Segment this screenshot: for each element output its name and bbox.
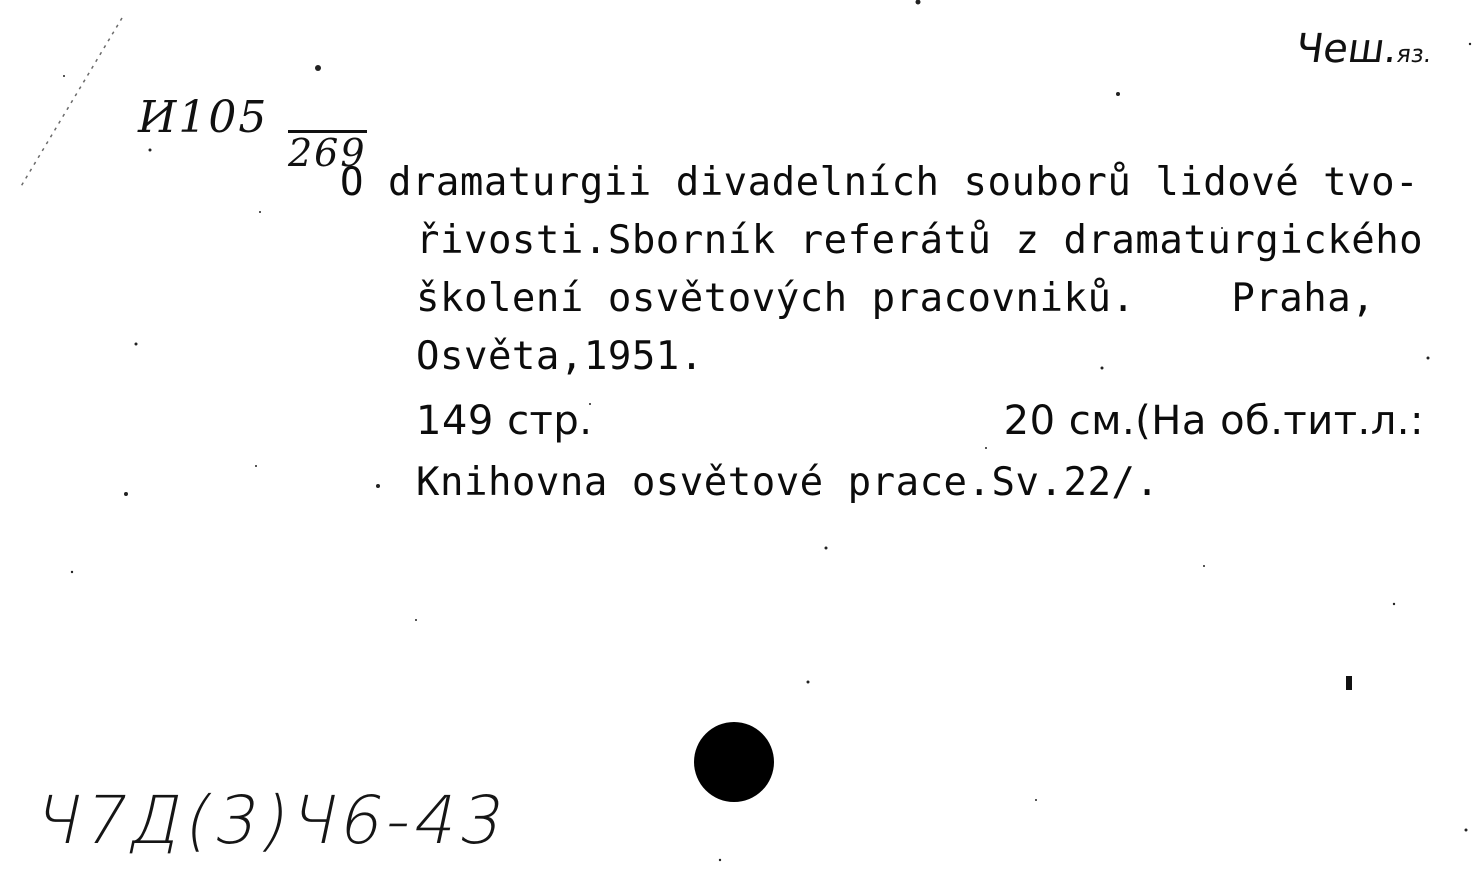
pencil-stroke	[20, 18, 122, 188]
entry-line-1-text: О dramaturgii divadelních souborů lidové tvo-	[340, 160, 1420, 205]
language-note-small: яз.	[1394, 40, 1434, 68]
collation-line	[416, 392, 1424, 450]
entry-line-2: řivosti.Sborník referátů z dramaturgického	[416, 218, 1424, 263]
shelfmark-sub: 269	[288, 131, 367, 175]
shelfmark-main: И105	[138, 92, 269, 143]
punch-hole	[694, 722, 774, 802]
language-note-main: Чеш.	[1292, 26, 1401, 72]
entry-line-4: Osvěta,1951.	[416, 334, 704, 379]
bibliographic-entry	[340, 154, 1450, 512]
classification-mark: Ч7Д(3)Ч6-43	[27, 782, 516, 859]
series-statement: Knihovna osvětové prace.Sv.22/.	[416, 460, 1160, 505]
shelfmark	[138, 92, 367, 175]
entry-line-3: školení osvětových pracovniků. Praha,	[416, 276, 1376, 321]
ink-mark	[1346, 676, 1352, 690]
collation-size: 20 см.(На об.тит.л.:	[1003, 398, 1424, 444]
collation-pages: 149 стр.	[416, 398, 593, 444]
entry-line-1	[340, 154, 1444, 212]
language-note	[1293, 26, 1436, 72]
